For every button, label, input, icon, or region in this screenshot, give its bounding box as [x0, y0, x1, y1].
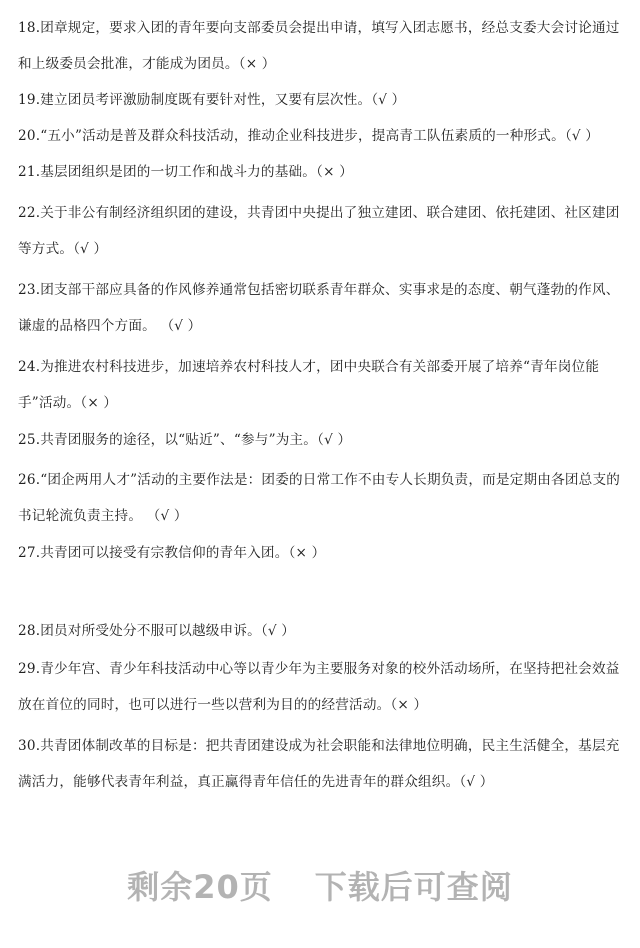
- question-22: [18, 195, 626, 267]
- question-text: 团支部干部应具备的作风修养通常包括密切联系青年群众、实事求是的态度、朝气蓬勃的作风、谦虚的品格四个方面。 （√ ）: [18, 282, 620, 334]
- question-text: 团员对所受处分不服可以越级申诉。（√ ）: [40, 623, 296, 639]
- question-text: 青少年宫、青少年科技活动中心等以青少年为主要服务对象的校外活动场所，在坚持把社会效益放在首位的同时，也可以进行一些以营利为目的的经营活动。（× ）: [18, 661, 620, 713]
- question-29: [18, 651, 626, 723]
- question-text: 关于非公有制经济组织团的建设，共青团中央提出了独立建团、联合建团、依托建团、社区建团等方式。（√ ）: [18, 205, 620, 257]
- question-19: [18, 82, 626, 118]
- question-number: 20.: [18, 128, 41, 144]
- question-number: 23.: [18, 282, 41, 298]
- question-28: [18, 613, 626, 649]
- question-number: 30.: [18, 738, 41, 754]
- question-text: 为推进农村科技进步，加速培养农村科技人才，团中央联合有关部委开展了培养“青年岗位能手”活动。（× ）: [18, 359, 600, 411]
- download-watermark-banner: [0, 862, 640, 908]
- question-20: [18, 118, 626, 154]
- question-number: 18.: [18, 20, 41, 36]
- question-27: [18, 535, 626, 571]
- question-26: [18, 462, 626, 534]
- question-number: 19.: [18, 92, 41, 108]
- download-to-view-label: 下载后可查阅: [314, 868, 513, 906]
- remaining-pages-label: 剩余20页: [127, 868, 273, 906]
- question-21: [18, 154, 626, 190]
- question-number: 22.: [18, 205, 41, 221]
- question-number: 26.: [18, 472, 41, 488]
- question-23: [18, 272, 626, 344]
- question-text: 共青团体制改革的目标是：把共青团建设成为社会职能和法律地位明确，民主生活健全，基层充满活力，能够代表青年利益，真正赢得青年信任的先进青年的群众组织。（√ ）: [18, 738, 620, 790]
- question-text: 团章规定，要求入团的青年要向支部委员会提出申请，填写入团志愿书，经总支委大会讨论通过和上级委员会批准，才能成为团员。（× ）: [18, 20, 620, 72]
- question-text: 共青团服务的途径，以“贴近”、“参与”为主。（√ ）: [40, 432, 352, 448]
- question-number: 29.: [18, 661, 41, 677]
- question-24: [18, 349, 626, 421]
- question-number: 27.: [18, 545, 41, 561]
- question-number: 25.: [18, 432, 41, 448]
- question-text: “五小”活动是普及群众科技活动，推动企业科技进步，提高青工队伍素质的一种形式。（√ ）: [40, 128, 600, 144]
- question-18: [18, 10, 626, 82]
- question-30: [18, 728, 626, 800]
- question-text: 基层团组织是团的一切工作和战斗力的基础。（× ）: [40, 164, 353, 180]
- question-text: 建立团员考评激励制度既有要针对性，又要有层次性。（√ ）: [40, 92, 406, 108]
- question-number: 24.: [18, 359, 41, 375]
- question-text: “团企两用人才”活动的主要作法是：团委的日常工作不由专人长期负责，而是定期由各团总支的书记轮流负责主持。 （√ ）: [18, 472, 621, 524]
- question-number: 28.: [18, 623, 41, 639]
- question-text: 共青团可以接受有宗教信仰的青年入团。（× ）: [40, 545, 326, 561]
- question-number: 21.: [18, 164, 41, 180]
- question-25: [18, 422, 626, 458]
